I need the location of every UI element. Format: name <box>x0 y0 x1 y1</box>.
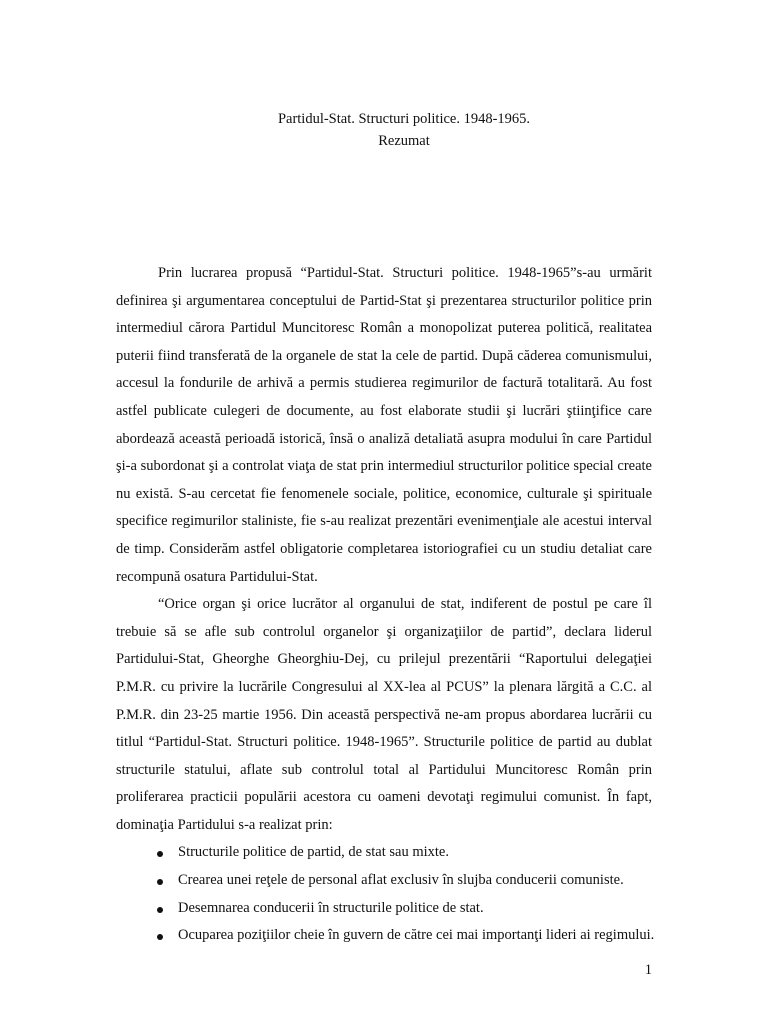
text-line: definirea şi argumentarea conceptului de Partid-Stat şi prezentarea structurilor politice prin <box>116 292 652 309</box>
document-body <box>116 260 655 950</box>
text-line: intermediul cărora Partidul Muncitoresc Român a monopolizat puterea politică, realitatea <box>116 320 652 337</box>
text-line: recompună osatura Partidului-Stat. <box>116 568 318 585</box>
text-line: titlul “Partidul-Stat. Structuri politice. 1948-1965”. Structurile politice de partid au dublat <box>116 734 652 751</box>
title-block <box>0 108 768 152</box>
document-title: Partidul-Stat. Structuri politice. 1948-1965. <box>277 111 531 127</box>
text-line: nu există. S-au cercetat fie fenomenele sociale, politice, economice, culturale şi spirituale <box>116 485 652 502</box>
text-line: puterii fiind transferată de la organele de stat la cele de partid. După căderea comunismului, <box>116 347 652 364</box>
bullet-icon <box>157 879 163 885</box>
text-line: şi-a subordonat şi a controlat viaţa de stat prin intermediul structurilor politice special create <box>116 458 652 475</box>
text-line: P.M.R. din 23-25 martie 1956. Din această perspectivă ne-am propus abordarea lucrării cu <box>116 706 652 723</box>
page-number: 1 <box>644 962 652 978</box>
document-subtitle: Rezumat <box>378 133 430 149</box>
text-line: “Orice organ şi orice lucrător al organului de stat, indiferent de postul pe care îl <box>158 596 652 613</box>
text-line: proliferarea practicii populării acestora cu oameni devotaţi regimului comunist. În fapt, <box>116 789 652 806</box>
text-line: Partidului-Stat, Gheorghe Gheorghiu-Dej, cu prilejul prezentării “Raportului delegaţiei <box>116 651 652 668</box>
paragraph-2 <box>116 591 652 839</box>
text-line: dominaţia Partidului s-a realizat prin: <box>116 816 333 833</box>
text-line: Prin lucrarea propusă “Partidul-Stat. Structuri politice. 1948-1965”s-au urmărit <box>158 265 652 281</box>
bullet-item <box>116 839 652 867</box>
bullet-icon <box>157 934 163 940</box>
bullet-text: Crearea unei reţele de personal aflat exclusiv în slujba conducerii comuniste. <box>178 872 624 889</box>
text-line: trebuie să se afle sub controlul organelor şi organizaţiilor de partid”, declara liderul <box>116 623 652 640</box>
bullet-item <box>116 922 655 950</box>
text-line: accesul la fondurile de arhivă a permis studierea regimurilor de factură totalitară. Au fost <box>116 375 652 392</box>
bullet-text: Desemnarea conducerii în structurile politice de stat. <box>178 899 484 916</box>
bullet-icon <box>157 907 163 913</box>
paragraph-1 <box>116 260 652 591</box>
text-line: de timp. Considerăm astfel obligatorie completarea istoriografiei cu un studiu detaliat care <box>116 540 652 557</box>
text-line: P.M.R. cu privire la lucrările Congresului al XX-lea al PCUS” la plenara lărgită a C.C. al <box>116 678 652 695</box>
text-line: specifice regimurilor staliniste, fie s-au realizat prezentări evenimenţiale ale acestui interval <box>116 513 652 530</box>
bullet-list <box>116 839 655 949</box>
bullet-item <box>116 867 652 895</box>
text-line: abordează această perioadă istorică, însă o analiză detaliată asupra modului în care Partidul <box>116 430 652 447</box>
text-line: structurile statului, aflate sub controlul total al Partidului Muncitoresc Român prin <box>116 761 652 778</box>
text-line: astfel publicate culegeri de documente, au fost elaborate studii şi lucrări ştiinţifice care <box>116 402 652 419</box>
bullet-icon <box>157 851 163 857</box>
bullet-item <box>116 895 652 923</box>
bullet-text: Ocuparea poziţiilor cheie în guvern de către cei mai importanţi lideri ai regimului. <box>178 927 655 944</box>
bullet-text: Structurile politice de partid, de stat sau mixte. <box>178 844 449 861</box>
